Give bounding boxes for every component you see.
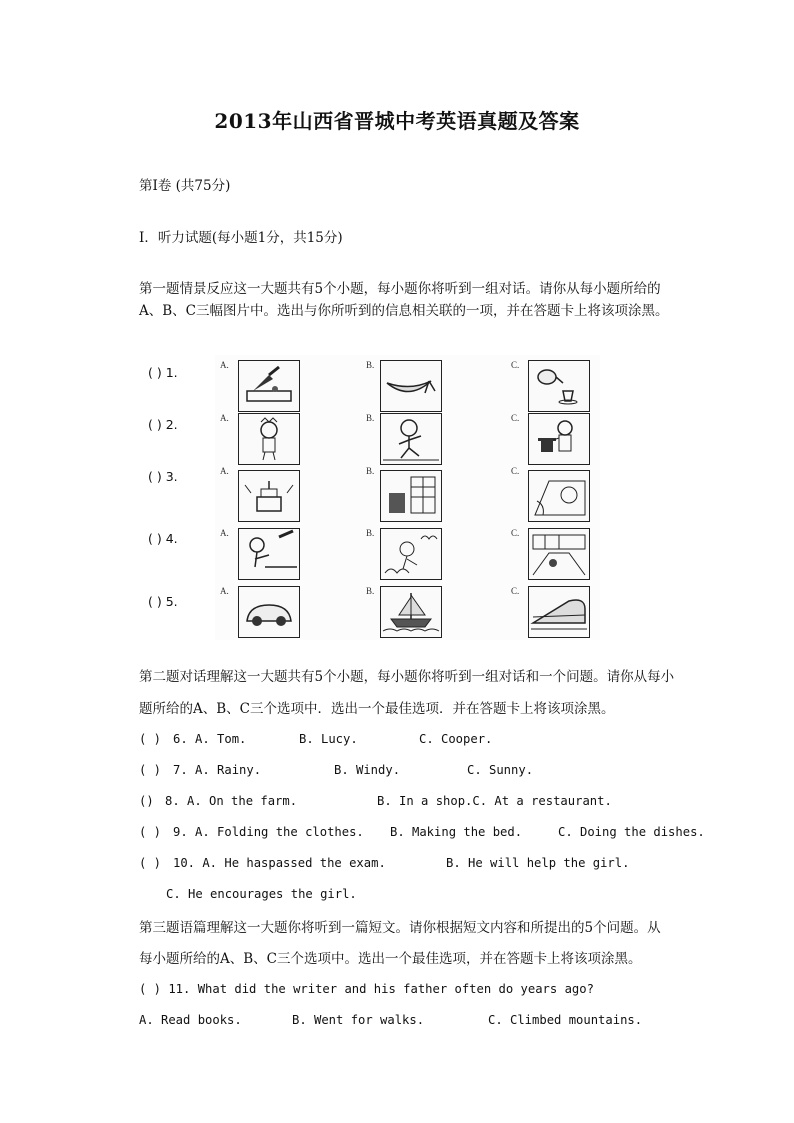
q6-option-a: 6. A. Tom. [173,732,247,746]
question-7 [139,763,739,779]
section3-instructions-1: 第三题语篇理解这一大题你将听到一篇短文。请你根据短文内容和所提出的5个问题。从 [139,920,661,936]
q10-option-b: B. He will help the girl. [446,856,630,870]
q10-option-a: 10. A. He haspassed the exam. [173,856,386,870]
boy-running-icon [380,413,442,465]
question-8 [139,794,739,810]
section2-instructions-1: 第二题对话理解这一大题共有5个小题，每小题你将听到一组对话和一个问题。请你从每小 [139,669,675,685]
q3-option-a-letter: A. [220,466,229,476]
q7-option-b: B. Windy. [334,763,401,777]
q6-blank: ( ) [139,732,162,746]
q2-option-b-letter: B. [366,413,375,423]
q3-option-c-letter: C. [511,466,520,476]
basketball-court-icon [528,470,590,522]
q5-option-b-letter: B. [366,586,375,596]
q7-option-c: C. Sunny. [467,763,534,777]
garden-scene-icon [380,528,442,580]
q9-blank: ( ) [139,825,162,839]
question-2-label: ( ) 2. [148,417,178,432]
question-3-label: ( ) 3. [148,469,178,484]
q4-option-c-letter: C. [511,528,520,538]
question-1-label: ( ) 1. [148,365,178,380]
q1-option-a-letter: A. [220,360,229,370]
birthday-cake-icon [238,470,300,522]
q8-blank: () [139,794,154,808]
q9-option-a: 9. A. Folding the clothes. [173,825,364,839]
q11-option-c: C. Climbed mountains. [488,1013,643,1027]
q4-option-a-letter: A. [220,528,229,538]
q9-option-b: B. Making the bed. [390,825,523,839]
teapot-cups-icon [528,360,590,412]
part-heading: 第Ⅰ卷 (共75分) [139,178,231,194]
section3-instructions-2: 每小题所给的A、B、C三个选项中。选出一个最佳选项，并在答题卡上将该项涂黑。 [139,951,642,967]
q11-option-a: A. Read books. [139,1013,242,1027]
q4-option-b-letter: B. [366,528,375,538]
question-10 [139,856,739,872]
q6-option-b: B. Lucy. [299,732,358,746]
question-4-label: ( ) 4. [148,531,178,546]
section2-instructions-2: 题所给的A、B、C三个选项中．选出一个最佳选项．并在答题卡上将该项涂黑。 [139,701,615,717]
section1-instructions-1: 第一题情景反应这一大题共有5个小题，每小题你将听到一组对话。请你从每小题所给的 [139,281,661,297]
question-6 [139,732,739,748]
q11-option-b: B. Went for walks. [292,1013,425,1027]
boy-birthday-crown-icon [238,413,300,465]
question-11-stem: ( ) 11. What did the writer and his father often do years ago? [139,982,594,996]
street-scene-icon [528,528,590,580]
q2-option-a-letter: A. [220,413,229,423]
q1-option-c-letter: C. [511,360,520,370]
person-reading-icon [238,528,300,580]
question-9 [139,825,739,841]
q5-option-c-letter: C. [511,586,520,596]
q5-option-a-letter: A. [220,586,229,596]
q7-blank: ( ) [139,763,162,777]
banana-icon [380,360,442,412]
question-5-label: ( ) 5. [148,594,178,609]
knife-board-icon [238,360,300,412]
section1-heading: Ⅰ．听力试题(每小题1分，共15分) [139,230,343,246]
train-icon [528,586,590,638]
q10-blank: ( ) [139,856,162,870]
q8-option-a: 8. A. On the farm. [165,794,298,808]
question-11-options [139,1013,739,1029]
q7-option-a: 7. A. Rainy. [173,763,262,777]
q2-option-c-letter: C. [511,413,520,423]
q9-option-c: C. Doing the dishes. [558,825,705,839]
car-icon [238,586,300,638]
section1-instructions-2: A、B、C三幅图片中。选出与你所听到的信息相关联的一项，并在答题卡上将该项涂黑。 [139,303,669,319]
page-title: 2013年山西省晋城中考英语真题及答案 [214,109,580,133]
store-shelves-icon [380,470,442,522]
ship-icon [380,586,442,638]
magician-hat-icon [528,413,590,465]
q10-option-c: C. He encourages the girl. [166,887,357,901]
q3-option-b-letter: B. [366,466,375,476]
q1-option-b-letter: B. [366,360,375,370]
q8-option-bc: B. In a shop.C. At a restaurant. [377,794,612,808]
q6-option-c: C. Cooper. [419,732,493,746]
